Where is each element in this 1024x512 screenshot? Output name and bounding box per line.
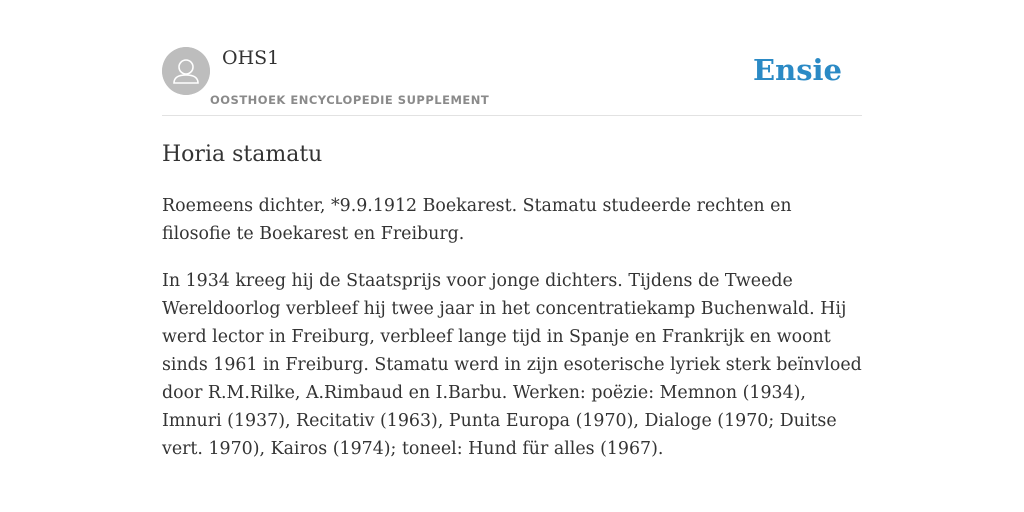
user-avatar-icon[interactable] <box>162 47 210 95</box>
article-paragraph: Roemeens dichter, *9.9.1912 Boekarest. Stamatu studeerde rechten en filosofie te Boekarest en Freiburg. <box>162 196 792 244</box>
article-paragraph: In 1934 kreeg hij de Staatsprijs voor jonge dichters. Tijdens de Tweede Wereldoorlog verbleef hij twee jaar in het concentratiekamp Buchenwald. Hij werd lector in Freiburg, verbleef lange tijd in Spanje en Frankrijk en woont sinds 1961 in Freiburg. Stamatu werd in zijn esoterische lyriek sterk beïnvloed door R.M.Rilke, A.Rimbaud en I.Barbu. Werken: poëzie: Memnon (1934), Imnuri (1937), Recitativ (1963), Punta Europa (1970), Dialoge (1970; Duitse vert. 1970), Kairos (1974); toneel: Hund für alles (1967). <box>162 271 862 459</box>
content-container <box>162 0 862 459</box>
author-name[interactable]: OHS1 <box>222 47 280 69</box>
article-header <box>162 0 862 116</box>
brand-logo[interactable]: Ensie <box>753 53 842 87</box>
source-label[interactable]: OOSTHOEK ENCYCLOPEDIE SUPPLEMENT <box>210 93 490 107</box>
article-title: Horia stamatu <box>162 142 323 167</box>
